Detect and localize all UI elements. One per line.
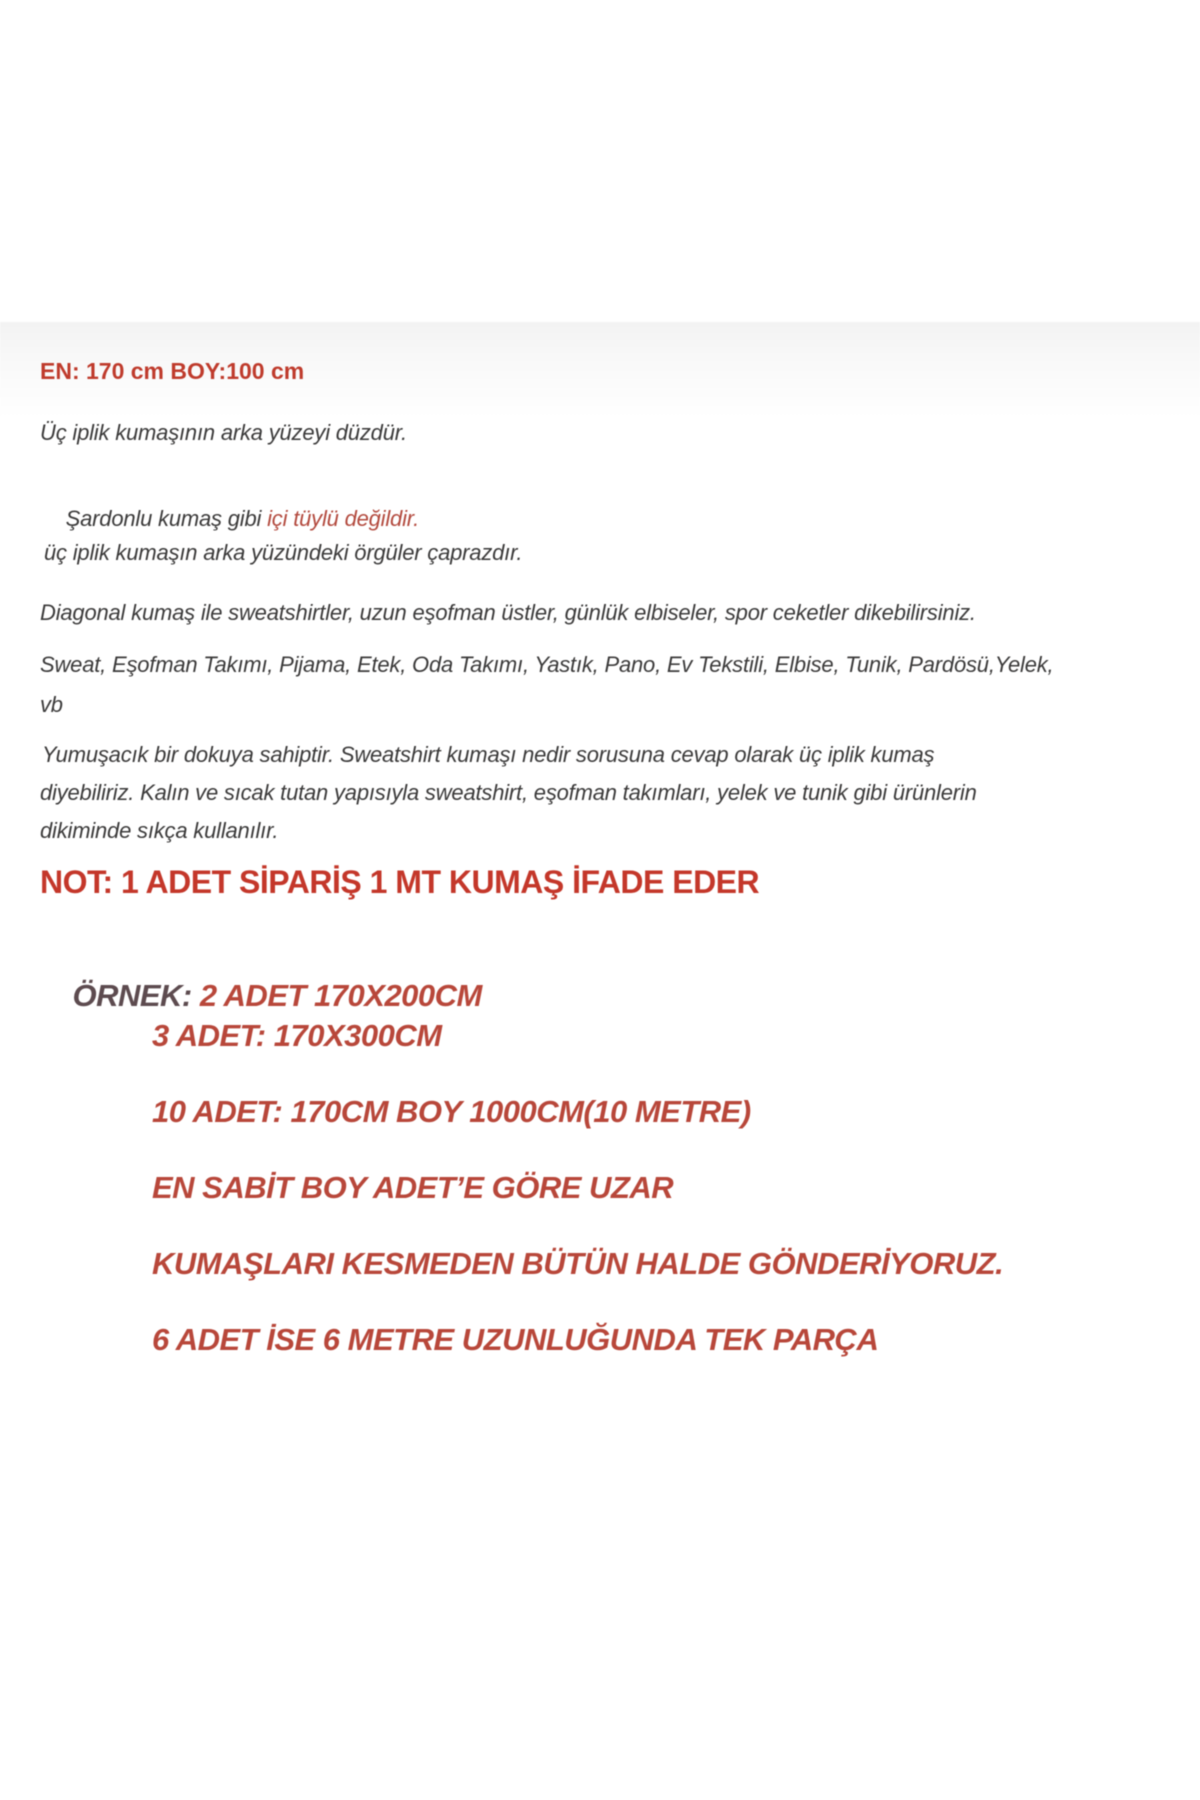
paragraph-diagonal: Diagonal kumaş ile sweatshirtler, uzun eşofman üstler, günlük elbiseler, spor ceketler dikebilirsiniz. <box>40 600 976 625</box>
paragraph-weave: üç iplik kumaşın arka yüzündeki örgüler çaprazdır. <box>44 540 523 565</box>
example-item-3-adet: 3 ADET: 170X300CM <box>152 1018 442 1053</box>
example-item-10-adet: 10 ADET: 170CM BOY 1000CM(10 METRE) <box>152 1094 751 1129</box>
paragraph-flat-back: Üç iplik kumaşının arka yüzeyi düzdür. <box>40 420 407 445</box>
fabric-size-heading: EN: 170 cm BOY:100 cm <box>40 358 305 384</box>
paragraph-uses-line-1: Sweat, Eşofman Takımı, Pijama, Etek, Oda Takımı, Yastık, Pano, Ev Tekstili, Elbise, Tunik, Pardösü,Yelek, <box>40 652 1054 677</box>
paragraph-uses-line-2: vb <box>40 692 63 717</box>
example-item-fixed-width: EN SABİT BOY ADET’E GÖRE UZAR <box>152 1170 674 1205</box>
paragraph-fleece-prefix: Şardonlu kumaş gibi <box>65 506 268 531</box>
paragraph-fleece-highlight: içi tüylü değildir. <box>267 506 420 531</box>
example-item-uncut: KUMAŞLARI KESMEDEN BÜTÜN HALDE GÖNDERİYORUZ. <box>152 1246 1004 1281</box>
paragraph-soft-line-3: dikiminde sıkça kullanılır. <box>40 818 279 843</box>
order-note-heading: NOT: 1 ADET SİPARİŞ 1 MT KUMAŞ İFADE EDER <box>40 864 760 900</box>
paragraph-soft-line-2: diyebiliriz. Kalın ve sıcak tutan yapısıyla sweatshirt, eşofman takımları, yelek ve tunik gibi ürünlerin <box>40 780 977 805</box>
paragraph-soft-line-1: Yumuşacık bir dokuya sahiptir. Sweatshirt kumaşı nedir sorusuna cevap olarak üç iplik kumaş <box>42 742 935 767</box>
example-label: ÖRNEK: <box>72 978 200 1013</box>
example-first-item: 2 ADET 170X200CM <box>199 978 482 1013</box>
example-item-single-piece: 6 ADET İSE 6 METRE UZUNLUĞUNDA TEK PARÇA <box>152 1322 879 1357</box>
